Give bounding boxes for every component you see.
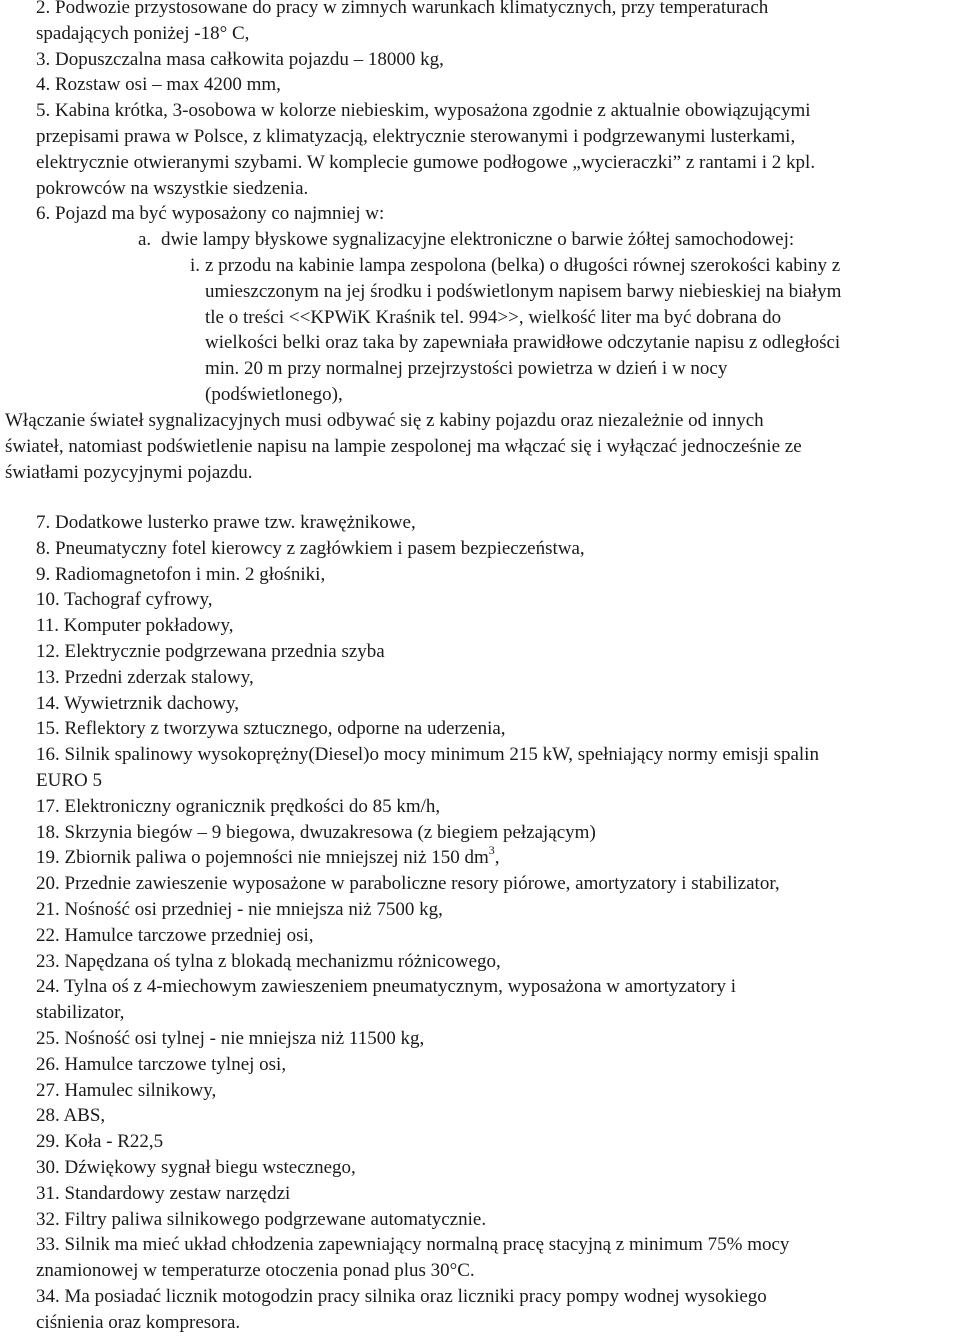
list-item-2-line-2: spadających poniżej -18° C,	[36, 22, 250, 44]
list-item-14: 14. Wywietrznik dachowy,	[36, 692, 240, 714]
list-item-31: 31. Standardowy zestaw narzędzi	[36, 1182, 291, 1204]
equipment-list	[36, 510, 960, 1336]
list-item-2-line-1: 2. Podwozie przystosowane do pracy w zimnych warunkach klimatycznych, przy temperaturach	[36, 0, 769, 18]
list-item-13: 13. Przedni zderzak stalowy,	[36, 666, 254, 688]
list-item-7: 7. Dodatkowe lusterko prawe tzw. krawężnikowe,	[36, 512, 416, 533]
sub-item-i-line-3: tle o treści <<KPWiK Kraśnik tel. 994>>, wielkość liter ma być dobrana do	[205, 306, 782, 328]
list-item-3: 3. Dopuszczalna masa całkowita pojazdu – 18000 kg,	[36, 48, 444, 70]
list-item-25: 25. Nośność osi tylnej - nie mniejsza niż 11500 kg,	[36, 1027, 425, 1049]
list-item-5-line-4: pokrowców na wszystkie siedzenia.	[36, 177, 309, 199]
sub-item-i-line-1: z przodu na kabinie lampa zespolona (belka) o długości równej szerokości kabiny z	[205, 255, 841, 276]
list-item-30: 30. Dźwiękowy sygnał biegu wstecznego,	[36, 1156, 356, 1178]
list-item-8: 8. Pneumatyczny fotel kierowcy z zagłówkiem i pasem bezpieczeństwa,	[36, 537, 585, 559]
sub-item-i-line-4: wielkości belki oraz taka by zapewniała prawidłowe odczytanie napisu z odległości	[205, 332, 841, 354]
sub-item-i	[190, 253, 960, 408]
list-item-19-tail: ,	[494, 847, 500, 869]
list-item-24-line-2: stabilizator,	[36, 1002, 125, 1024]
lighting-paragraph-line-2: świateł, natomiast podświetlenie napisu na lampie zespolonej ma włączać się i wyłączać jednocześnie ze	[5, 435, 802, 457]
sub-item-a-text: dwie lampy błyskowe sygnalizacyjne elektroniczne o barwie żółtej samochodowej:	[161, 229, 795, 250]
list-item-6: 6. Pojazd ma być wyposażony co najmniej w:	[36, 203, 385, 225]
list-item-5-line-1: 5. Kabina krótka, 3-osobowa w kolorze niebieskim, wyposażona zgodnie z aktualnie obowiązującymi	[36, 100, 811, 122]
list-item-4: 4. Rozstaw osi – max 4200 mm,	[36, 74, 281, 96]
list-item-28: 28. ABS,	[36, 1105, 106, 1127]
sub-item-i-line-2: umieszczonym na jej środku i podświetlonym napisem barwy niebieskiej na białym	[205, 280, 842, 302]
list-item-20: 20. Przednie zawieszenie wyposażone w paraboliczne resory piórowe, amortyzatory i stabilizator,	[36, 873, 780, 895]
lighting-paragraph	[5, 408, 960, 485]
list-item-12: 12. Elektrycznie podgrzewana przednia szyba	[36, 640, 385, 662]
list-item-34-line-2: ciśnienia oraz kompresora.	[36, 1311, 241, 1333]
list-item-11: 11. Komputer pokładowy,	[36, 615, 234, 637]
list-item-21: 21. Nośność osi przedniej - nie mniejsza niż 7500 kg,	[36, 898, 443, 920]
list-item-33-line-1: 33. Silnik ma mieć układ chłodzenia zapewniający normalną pracę stacyjną z minimum 75% mocy	[36, 1234, 790, 1256]
sub-item-a-marker: a.	[138, 229, 152, 250]
list-item-16-line-1: 16. Silnik spalinowy wysokoprężny(Diesel)o mocy minimum 215 kW, spełniający normy emisji spalin	[36, 744, 819, 766]
list-item-9: 9. Radiomagnetofon i min. 2 głośniki,	[36, 563, 326, 585]
list-item-32: 32. Filtry paliwa silnikowego podgrzewane automatycznie.	[36, 1208, 487, 1230]
sub-item-a	[138, 227, 960, 253]
sub-item-i-line-5: min. 20 m przy normalnej przejrzystości powietrza w dzień i w nocy	[205, 358, 728, 380]
lighting-paragraph-line-1: Włączanie świateł sygnalizacyjnych musi odbywać się z kabiny pojazdu oraz niezależnie od innych	[5, 410, 764, 431]
list-item-24-line-1: 24. Tylna oś z 4-miechowym zawieszeniem pneumatycznym, wyposażona w amortyzatory i	[36, 976, 737, 998]
list-item-22: 22. Hamulce tarczowe przedniej osi,	[36, 924, 314, 946]
list-item-26: 26. Hamulce tarczowe tylnej osi,	[36, 1053, 287, 1075]
list-item-5-line-2: przepisami prawa w Polsce, z klimatyzacją, elektrycznie sterowanymi i podgrzewanymi lusterkami,	[36, 125, 796, 147]
list-item-10: 10. Tachograf cyfrowy,	[36, 589, 213, 611]
intro-list	[36, 0, 960, 227]
list-item-19-text: 19. Zbiornik paliwa o pojemności nie mniejszej niż 150 dm	[36, 847, 489, 869]
list-item-19-exponent: 3	[488, 843, 495, 858]
list-item-23: 23. Napędzana oś tylna z blokadą mechanizmu różnicowego,	[36, 950, 501, 972]
list-item-29: 29. Koła - R22,5	[36, 1131, 164, 1153]
list-item-17: 17. Elektroniczny ogranicznik prędkości do 85 km/h,	[36, 795, 441, 817]
list-item-33-line-2: znamionowej w temperaturze otoczenia ponad plus 30°C.	[36, 1260, 475, 1282]
sub-item-i-marker: i.	[190, 255, 201, 276]
sub-item-i-line-6: (podświetlonego),	[205, 383, 343, 405]
list-item-19	[36, 845, 960, 871]
list-item-18: 18. Skrzynia biegów – 9 biegowa, dwuzakresowa (z biegiem pełzającym)	[36, 821, 596, 843]
list-item-5-line-3: elektrycznie otwieranymi szybami. W komplecie gumowe podłogowe „wycieraczki” z rantami i 2 kpl.	[36, 151, 816, 173]
list-item-34-line-1: 34. Ma posiadać licznik motogodzin pracy silnika oraz liczniki pracy pompy wodnej wysokiego	[36, 1285, 767, 1307]
list-item-27: 27. Hamulec silnikowy,	[36, 1079, 217, 1101]
lighting-paragraph-line-3: światłami pozycyjnymi pojazdu.	[5, 461, 253, 483]
list-item-16-line-2: EURO 5	[36, 769, 102, 791]
list-item-15: 15. Reflektory z tworzywa sztucznego, odporne na uderzenia,	[36, 718, 506, 740]
